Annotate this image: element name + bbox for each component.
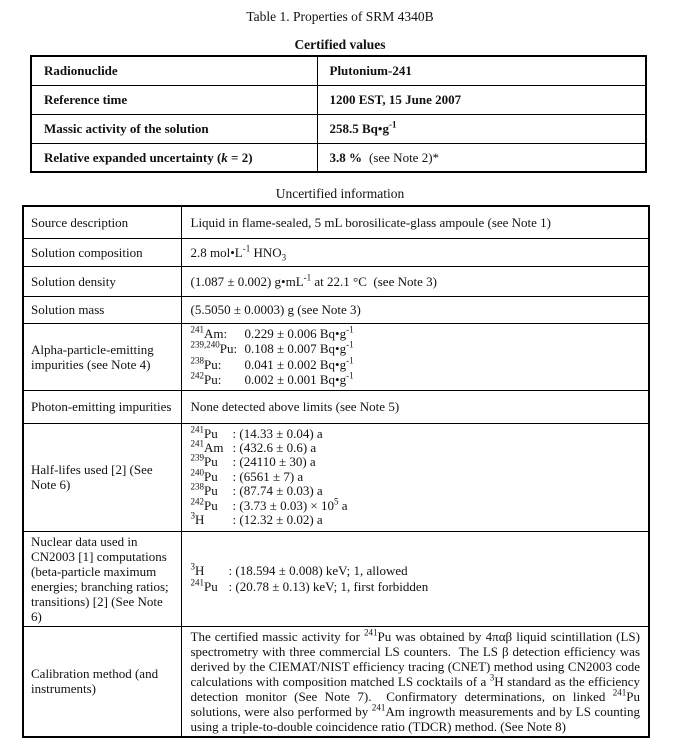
isotope-line — [190, 510, 641, 528]
uncertified-row-photon-impurities — [23, 390, 649, 423]
row-label-cell: Radionuclide — [31, 56, 317, 85]
row-value-cell — [181, 531, 649, 626]
certified-values-heading: Certified values — [294, 37, 386, 52]
certified-row-reference-time — [31, 85, 646, 114]
row-value-cell — [181, 423, 649, 531]
nuclide-value: : (432.6 ± 0.6) a — [232, 439, 317, 455]
nuclide-value: : (20.78 ± 0.13) keV; 1, first forbidden — [228, 578, 429, 594]
nuclide-label: $^{242}$Pu — [190, 496, 218, 513]
row-value-cell — [181, 323, 649, 390]
row-label-cell: Solution composition — [23, 238, 181, 266]
row-value: Plutonium-241 — [329, 63, 412, 79]
isotope-line — [190, 496, 641, 513]
nuclide-label: $^{238}$Pu — [190, 481, 218, 499]
isotope-line — [191, 326, 641, 342]
nuclide-value: : (6561 ± 7) a — [232, 468, 304, 484]
nuclide-label: $^{241}$Am — [190, 438, 224, 455]
row-label-cell: Source description — [23, 206, 181, 238]
row-label-cell: Solution density — [23, 266, 181, 296]
uncertified-row-nuclear-data — [23, 531, 649, 626]
uncertified-row-alpha-impurities — [23, 323, 649, 390]
note-suffix: (see Note 2)* — [369, 149, 440, 165]
isotope-line — [191, 372, 641, 388]
isotope-line — [190, 481, 641, 499]
nuclide-label: $^3$H — [190, 510, 205, 528]
uncertified-info-table — [22, 205, 650, 738]
nuclide-value: : (87.74 ± 0.03) a — [232, 483, 323, 499]
nuclide-label: $^{240}$Pu — [190, 467, 218, 484]
nuclide-label: $^{242}$Pu: — [190, 370, 222, 387]
row-value-cell — [317, 114, 646, 143]
uncertified-row-source — [23, 206, 649, 238]
row-value: 1200 EST, 15 June 2007 — [329, 92, 462, 107]
uncertified-row-mass — [23, 296, 649, 323]
row-label-cell: Massic activity of the solution — [31, 114, 317, 143]
nuclide-value: : (24110 ± 30) a — [232, 454, 316, 470]
uncertified-info-heading: Uncertified information — [275, 186, 405, 201]
isotope-line — [191, 341, 641, 357]
nuclide-value: : (12.32 ± 0.02) a — [232, 512, 323, 528]
row-value-cell: (5.5050 ± 0.0003) g (see Note 3) — [181, 296, 649, 323]
nuclide-value: : (14.33 ± 0.04) a — [232, 425, 323, 441]
nuclide-value: : $(3.73 \pm 0.03) \times 10^5$ a — [232, 496, 348, 513]
row-value: 3.8 % — [329, 149, 362, 165]
certified-row-massic-activity — [31, 114, 646, 143]
nuclide-value: : (18.594 ± 0.008) keV; 1, allowed — [228, 562, 408, 578]
uncertified-row-composition — [23, 238, 649, 266]
row-value-cell: 2.8 $mol•L^{-1}$ $HNO_3$ — [181, 238, 649, 266]
row-label-cell: Half-lifes used [2] (See Note 6) — [23, 423, 181, 531]
nuclide-value: 0.002 ± 0.001 $Bq•g^{-1}$ — [244, 370, 354, 387]
isotope-line — [191, 563, 641, 579]
row-label-cell: Photon-emitting impurities — [23, 390, 181, 423]
certified-values-table — [30, 55, 647, 173]
row-value-cell: The certified massic activity for $^{241}$Pu was obtained by 4παβ liquid scintillation (LS) spectrometry with three commercial LS counters. The LS β detection efficiency was derived by the CIEMAT/NIST efficiency tracing (CNET) method using CN2003 code calculations with composition matched LS cocktails of a $^3$H standard as the efficiency detection monitor (See Note 7). Confirmatory determinations, on linked $^{241}$Pu solutions, were also performed by $^{241}$Am ingrowth measurements and by LS counting using a triple-to-double coincidence ratio (TDCR) method. (See Note 8) — [181, 626, 649, 737]
isotope-line — [190, 424, 641, 441]
isotope-line — [190, 438, 641, 455]
row-value-cell: None detected above limits (see Note 5) — [181, 390, 649, 423]
certified-row-uncertainty — [31, 143, 646, 172]
row-value-cell: Liquid in flame-sealed, 5 mL borosilicate-glass ampoule (see Note 1) — [181, 206, 649, 238]
nuclide-label: $^{241}$Am: — [190, 324, 228, 341]
row-value: 258.5 $Bq•g^{-1}$ — [329, 119, 397, 136]
row-label-cell: Relative expanded uncertainty (k = 2) — [31, 143, 317, 172]
row-label-cell: Alpha-particle-emitting impurities (see Note 4) — [23, 323, 181, 390]
nuclide-label: $^{239,240}$Pu: — [190, 339, 238, 356]
nuclide-value: 0.108 ± 0.007 $Bq•g^{-1}$ — [244, 339, 354, 356]
nuclide-label: $^3$H — [190, 561, 205, 578]
nuclide-label: $^{241}$Pu — [190, 424, 218, 441]
uncertified-row-density — [23, 266, 649, 296]
row-value-cell — [317, 56, 646, 85]
isotope-line — [191, 455, 641, 469]
row-label-cell: Calibration method (and instruments) — [23, 626, 181, 737]
row-label-cell: Solution mass — [23, 296, 181, 323]
nuclide-value: 0.041 ± 0.002 $Bq•g^{-1}$ — [244, 355, 354, 372]
isotope-line — [191, 579, 641, 595]
nuclide-value: 0.229 ± 0.006 $Bq•g^{-1}$ — [244, 324, 354, 341]
certified-row-radionuclide — [31, 56, 646, 85]
uncertified-row-halflifes — [23, 423, 649, 531]
row-value-cell — [317, 85, 646, 114]
nuclide-label: $^{239}$Pu — [190, 453, 218, 470]
row-value-cell — [317, 143, 646, 172]
nuclide-label: $^{241}$Pu — [190, 577, 218, 594]
row-value-cell: (1.087 ± 0.002) $g•mL^{-1}$ at 22.1 °C (see Note 3) — [181, 266, 649, 296]
row-label-cell: Nuclear data used in CN2003 [1] computations (beta-particle maximum energies; branching ratios; transitions) [2] (See Note 6) — [23, 531, 181, 626]
document-title: Table 1. Properties of SRM 4340B — [246, 9, 434, 24]
nuclide-label: $^{238}$Pu: — [190, 355, 222, 372]
uncertified-row-calibration — [23, 626, 649, 737]
isotope-line — [190, 467, 641, 484]
isotope-line — [191, 357, 641, 373]
row-label-cell: Reference time — [31, 85, 317, 114]
